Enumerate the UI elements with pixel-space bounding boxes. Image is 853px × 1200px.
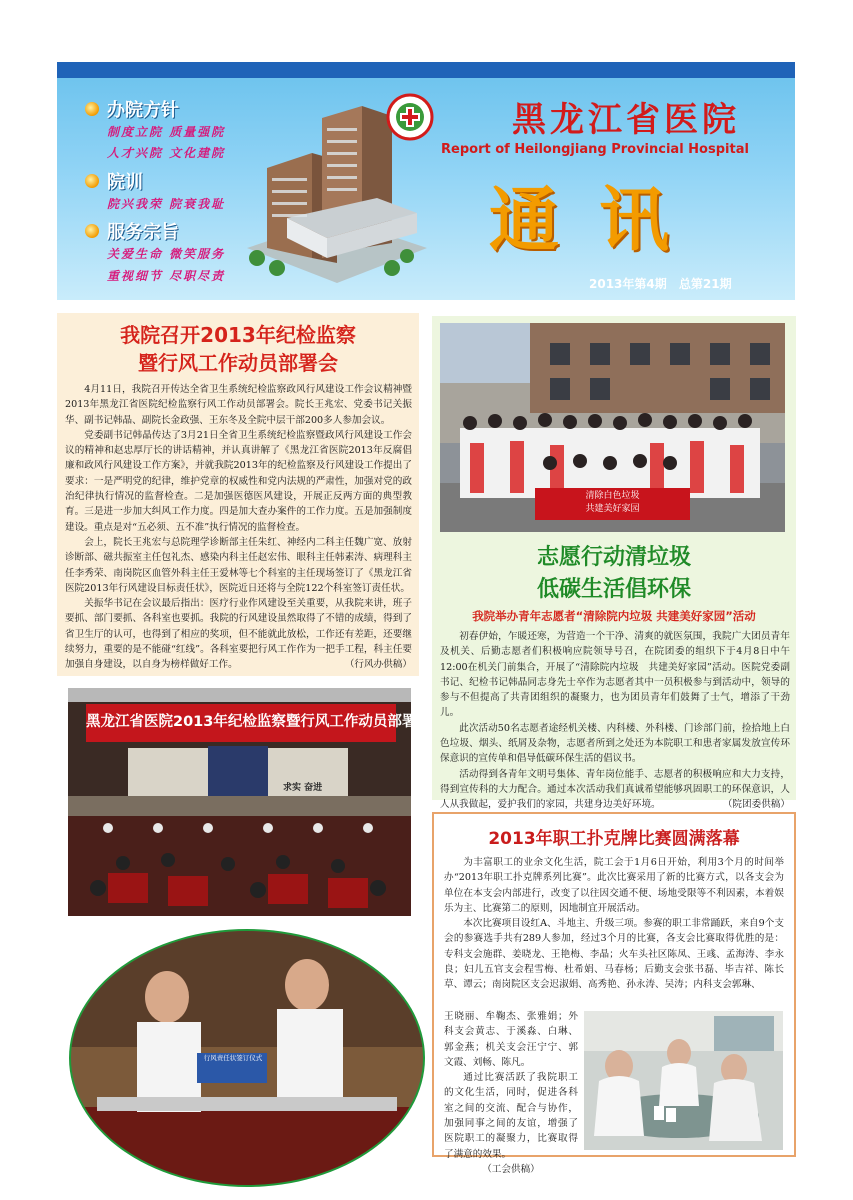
hospital-name: 黑龙江省医院	[512, 100, 740, 140]
hospital-name-english: Report of Heilongjiang Provincial Hospital	[441, 142, 749, 157]
article-title: 低碳生活倡环保	[536, 577, 691, 602]
motto-line: 人才兴院 文化建院	[107, 146, 226, 160]
byline: （工会供稿）	[482, 1163, 540, 1175]
article-body	[440, 629, 790, 813]
newsletter-title: 通讯	[489, 179, 709, 261]
article-body	[65, 382, 412, 673]
article-volunteer-activity	[432, 316, 796, 811]
paragraph: 党委副书记韩晶传达了3月21日全省卫生系统纪检监察暨政风行风建设工作会议的精神和赵忠厚厅长的讲话精神，并认真讲解了《黑龙江省医院2013年反腐倡廉和政风行风建设工作方案》，并就我院2013年的纪检监察及行风建设工作提出了要求：一是严明党的纪律，维护党章的权威性和党内法规的严肃性，加强对党的政治纪律执行情况的监督检查。二是加强医德医风建设，开展正反两方面的典型教育。三是进一步加大纠风工作力度。四是加大查办案件的工作力度。五是加强制度建设。重点是对“五必须、五不准”执行情况的监督检查。	[65, 429, 412, 533]
motto-title: 服务宗旨	[107, 222, 179, 243]
motto-line: 重视细节 尽职尽责	[107, 269, 226, 283]
motto-line: 关爱生命 微笑服务	[107, 247, 226, 261]
motto-title: 院训	[107, 172, 143, 193]
motto-line: 院兴我荣 院衰我耻	[107, 197, 226, 211]
meeting-banner: 黑龙江省医院2013年纪检监察暨行风工作动员部署会	[86, 714, 431, 730]
bullet-icon	[85, 102, 99, 116]
hospital-logo-icon	[387, 94, 433, 140]
volunteer-banner	[535, 490, 690, 516]
article-discipline-meeting	[57, 313, 419, 676]
article-subtitle: 我院举办青年志愿者“清除院内垃圾 共建美好家园”活动	[472, 609, 756, 623]
paragraph-text: 活动得到各青年文明号集体、青年岗位能手、志愿者的积极响应和大力支持，得到宣传科的大力配合。通过本次活动我们真诚希望能够巩固职工的环保意识，人人从我做起，爱护我们的家园，共建身边美好环境。	[440, 768, 790, 811]
paragraph: 本次比赛项目设红A、斗地主、升级三项。参赛的职工非常踊跃，来自9个支会的参赛选手共有289人参加，经过3个月的比赛，各支会比赛取得优胜的是：专科支会施群、姜晓龙、王艳梅、李晶；火车头社区陈凤、王彧、孟海涛、李永良；妇儿五官支会程雪梅、杜希娟、马春杨；后勤支会张书磊、毕吉祥、陈长草、谭云；南岗院区支会迟淑娟、高秀艳、孙永涛、吴涛；内科支会郭琳、	[444, 918, 784, 991]
paragraph-text: 关振华书记在会议最后指出：医疗行业作风建设至关重要，从我院来讲，班子要抓、部门要抓、各科室也要抓。我院的行风建设虽然取得了不错的成绩，得到了省卫生厅的认可，也得到了相应的奖项，但不能就此放松，工作还有差距，还要继续努力，重要的是不能碰“红线”。各科室要把行风工作作为一把手工程，科主任要加强自身建设，以自身为榜样做好工作。	[65, 598, 412, 671]
sign-plaque: 行风责任状签订仪式	[203, 1054, 263, 1062]
meeting-slogan: 求实 奋进	[283, 783, 323, 793]
article-title: 2013年职工扑克牌比赛圆满落幕	[488, 829, 740, 849]
bullet-icon	[85, 174, 99, 188]
article-body	[444, 855, 784, 993]
article-title: 暨行风工作动员部署会	[138, 351, 338, 375]
issue-number: 2013年第4期 总第21期	[589, 277, 732, 291]
photo-signing-ceremony	[67, 927, 427, 1189]
photo-meeting-hall	[68, 688, 431, 916]
paragraph: 4月11日，我院召开传达全省卫生系统纪检监察政风行风建设工作会议精神暨2013年黑龙江省医院纪检监察行风工作动员部署会。院长王兆宏、党委书记关振华、副书记韩晶、副院长金政强、王东冬及全院中层干部200多人参加会议。	[65, 384, 412, 426]
masthead	[57, 78, 795, 300]
motto-line: 制度立院 质量强院	[107, 125, 226, 139]
banner-line: 共建美好家园	[585, 504, 640, 514]
banner-line: 清除白色垃圾	[585, 491, 640, 501]
paragraph: 此次活动50名志愿者途经机关楼、内科楼、外科楼、门诊部门前，捡拾地上白色垃圾、烟头、纸屑及杂物，志愿者所到之处还为本院职工和患者家属发放宣传环保意识的宣传单和倡导低碳环保生活的倡议书。	[440, 722, 790, 765]
paragraph	[440, 767, 790, 813]
paragraph: 王晓丽、牟鞠杰、张雅娟；外科支会黄志、于溪淼、白琳、郭金燕；机关支会汪宁宁、郭文霞、刘畅、陈凡。	[444, 1011, 578, 1068]
byline: （行风办供稿）	[344, 659, 412, 671]
article-body-narrow	[444, 1009, 578, 1177]
paragraph: 会上，院长王兆宏与总院理学诊断部主任朱红、神经内二科主任魏广宽、放射诊断部、磁共振室主任包礼杰、感染内科主任赵宏伟、眼科主任韩素涛、病理科主任李秀荣、南岗院区血管外科主任王爱林等七个科室的主任现场签订了《黑龙江省医院2013年行风建设目标责任状》，医院近日还将与全院122个科室签订责任状。	[65, 536, 412, 594]
paragraph: 为丰富职工的业余文化生活，院工会于1月6日开始，利用3个月的时间举办“2013年职工扑克牌系列比赛”。此次比赛采用了新的比赛方式，以各支会为单位在本支会内部进行，改变了以往因交通不便、场地受限等不利因素，本着娱乐为主、比赛第二的原则，因地制宜开展活动。	[444, 857, 784, 914]
header-top-bar	[57, 62, 795, 78]
bullet-icon	[85, 224, 99, 238]
photo-card-players	[584, 1011, 783, 1150]
byline: （院团委供稿）	[722, 799, 790, 811]
paragraph: 通过比赛活跃了我院职工的文化生活，同时，促进各科室之间的交流、配合与协作，加强同事之间的友谊，增强了医院职工的凝聚力，比赛取得了满意的效果。	[444, 1072, 578, 1160]
article-title: 志愿行动清垃圾	[536, 545, 691, 570]
article-title: 我院召开2013年纪检监察	[120, 323, 356, 347]
paragraph	[65, 596, 412, 672]
paragraph: 初春伊始，乍暖还寒，为营造一个干净、清爽的就医氛围，我院广大团员青年及机关、后勤志愿者们积极响应院领导号召，在院团委的组织下于4月8日中午12:00在机关门前集合，开展了“清除院内垃圾 共建美好家园”活动。医院党委副书记、纪检书记韩晶同志身先士卒作为志愿者其中一员积极参与到活动中，领导的参与不但提高了共青团组织的凝聚力，也为团员青年们鼓舞了士气，增添了干劲儿。	[440, 631, 790, 719]
photo-volunteers-group	[440, 323, 785, 532]
motto-title: 办院方针	[107, 100, 179, 121]
